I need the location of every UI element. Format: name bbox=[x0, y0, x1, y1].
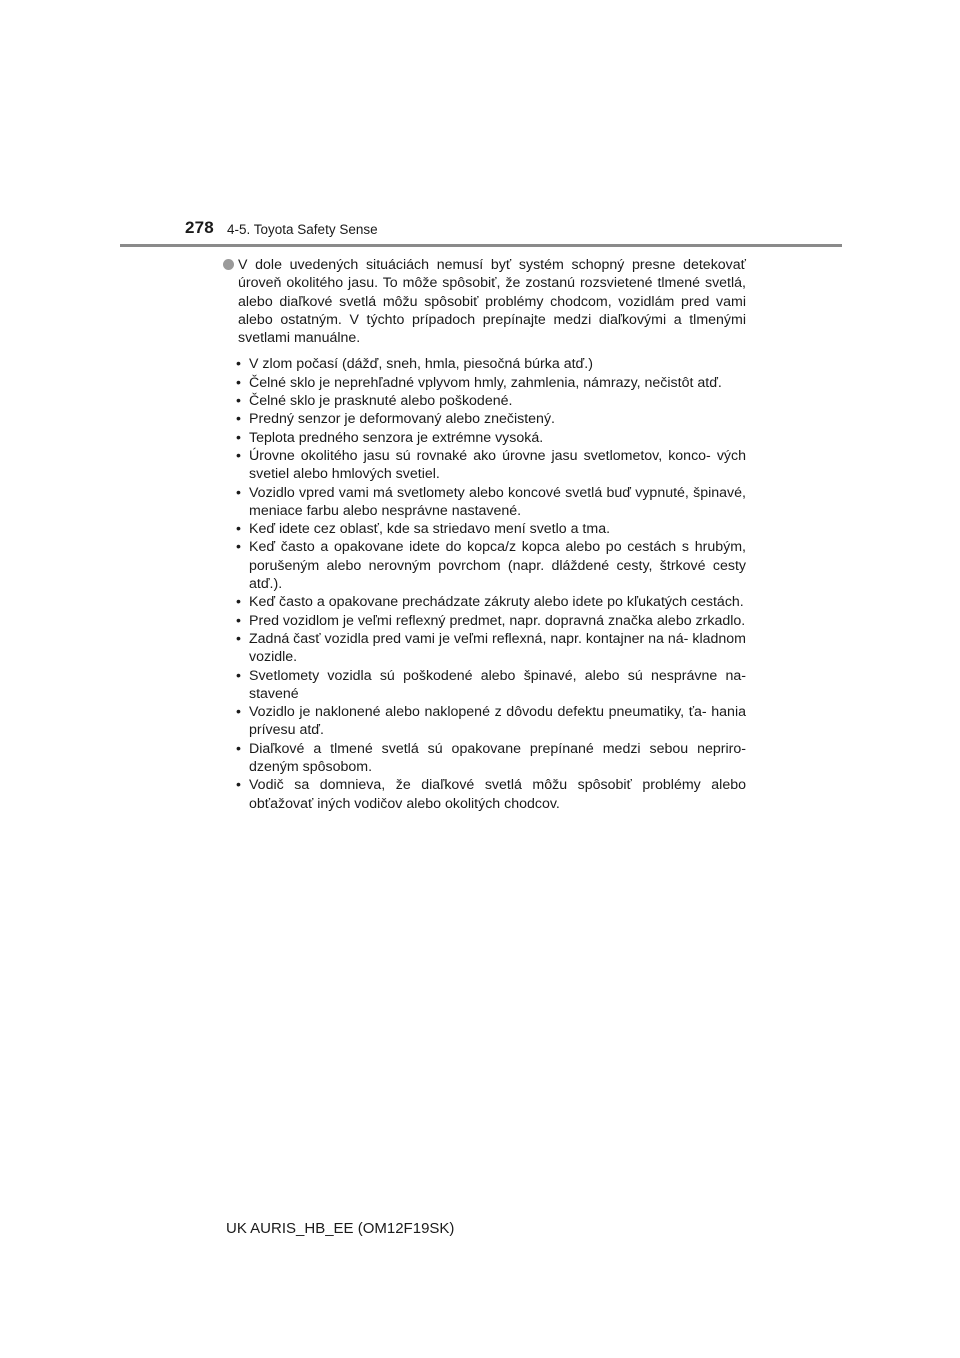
page-number: 278 bbox=[185, 218, 214, 237]
list-item: • Keď idete cez oblasť, kde sa striedavo mení svetlo a tma. bbox=[249, 520, 746, 538]
list-item: • Teplota predného senzora je extrémne vysoká. bbox=[249, 429, 746, 447]
list-item: • Čelné sklo je prasknuté alebo poškodené. bbox=[249, 392, 746, 410]
list-item: • Predný senzor je deformovaný alebo znečistený. bbox=[249, 410, 746, 428]
header-rule bbox=[120, 244, 842, 247]
intro-text: V dole uvedených situáciách nemusí byť systém schopný presne detekovať úroveň okolitého jasu. To môže spôsobiť, že zostanú rozsvietené tlmené svetlá, alebo diaľkové svetlá môžu spôsobiť problémy chodcom, vozidlám pred vami alebo ostatným. V týchto prípadoch prepínajte medzi diaľkovými a tlmenými svetlami manuálne. bbox=[238, 257, 746, 347]
list-item: • Diaľkové a tlmené svetlá sú opakovane prepínané medzi sebou nepriro- dzeným spôsobom. bbox=[249, 740, 746, 777]
list-item: • Vozidlo je naklonené alebo naklopené z dôvodu defektu pneumatiky, ťa- hania prívesu atď. bbox=[249, 703, 746, 740]
footer-code: UK AURIS_HB_EE (OM12F19SK) bbox=[226, 1220, 455, 1237]
list-item: • Úrovne okolitého jasu sú rovnaké ako úrovne jasu svetlometov, konco- vých svetiel alebo hmlových svetiel. bbox=[249, 447, 746, 484]
intro-paragraph bbox=[222, 256, 746, 347]
section-title: 4-5. Toyota Safety Sense bbox=[227, 222, 378, 237]
list-item: • Vodič sa domnieva, že diaľkové svetlá môžu spôsobiť problémy alebo obťažovať iných vodičov alebo okolitých chodcov. bbox=[249, 776, 746, 813]
list-item: • Keď často a opakovane idete do kopca/z kopca alebo po cestách s hrubým, porušeným alebo nerovným povrchom (napr. dláždené cesty, štrkové cesty atď.). bbox=[249, 538, 746, 593]
list-item: • V zlom počasí (dážď, sneh, hmla, piesočná búrka atď.) bbox=[249, 355, 746, 373]
list-item: • Pred vozidlom je veľmi reflexný predmet, napr. dopravná značka alebo zrkadlo. bbox=[249, 612, 746, 630]
list-item: • Zadná časť vozidla pred vami je veľmi reflexná, napr. kontajner na ná- kladnom vozidle. bbox=[249, 630, 746, 667]
content bbox=[222, 256, 746, 813]
list-item: • Čelné sklo je neprehľadné vplyvom hmly, zahmlenia, námrazy, nečistôt atď. bbox=[249, 374, 746, 392]
list-item: • Vozidlo vpred vami má svetlomety alebo koncové svetlá buď vypnuté, špinavé, meniace farbu alebo nesprávne nastavené. bbox=[249, 484, 746, 521]
circle-bullet-icon bbox=[223, 259, 234, 270]
list-item: • Keď často a opakovane prechádzate zákruty alebo idete po kľukatých cestách. bbox=[249, 593, 746, 611]
condition-list bbox=[222, 355, 746, 812]
list-item: • Svetlomety vozidla sú poškodené alebo špinavé, alebo sú nesprávne na- stavené bbox=[249, 667, 746, 704]
